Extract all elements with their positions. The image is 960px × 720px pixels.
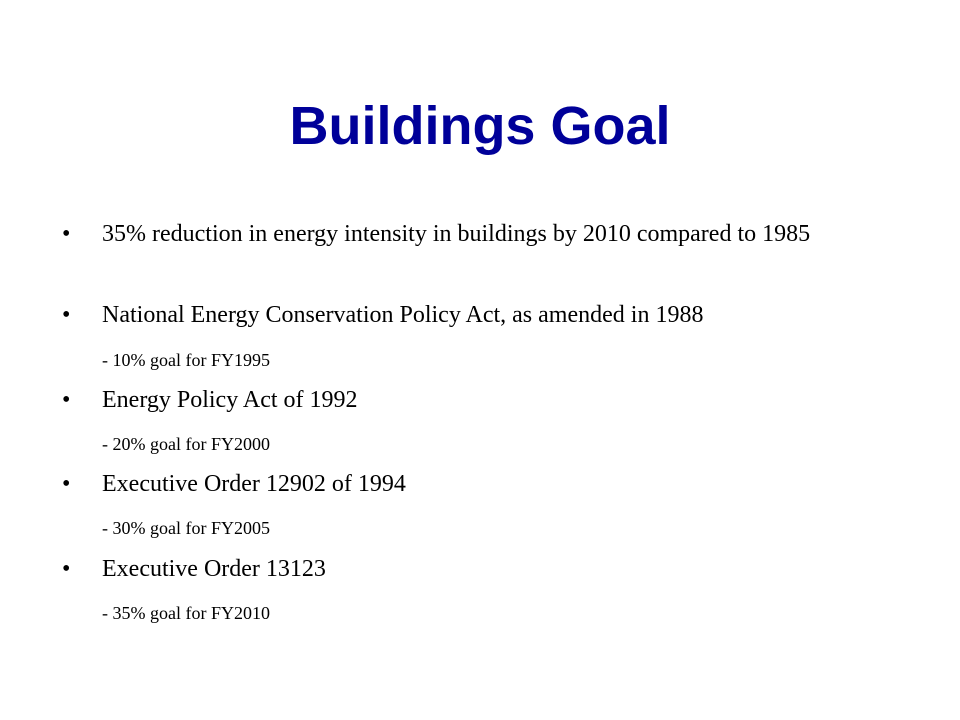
bullet-item (62, 218, 892, 250)
bullet-item (62, 553, 892, 585)
sub-bullet: - 30% goal for FY2005 (102, 518, 270, 538)
bullet-dot-icon: • (62, 556, 71, 582)
sub-bullet: - 35% goal for FY2010 (102, 603, 270, 623)
slide-title: Buildings Goal (289, 96, 671, 156)
sub-bullet: - 20% goal for FY2000 (102, 434, 270, 454)
bullet-dot-icon: • (62, 387, 71, 413)
sub-bullet: - 10% goal for FY1995 (102, 350, 270, 370)
bullet-item (62, 384, 892, 416)
bullet-item (62, 468, 892, 500)
bullet-text: Executive Order 12902 of 1994 (102, 471, 406, 497)
bullet-text: 35% reduction in energy intensity in buildings by 2010 compared to 1985 (102, 221, 811, 247)
bullet-text: Energy Policy Act of 1992 (102, 387, 358, 413)
bullet-dot-icon: • (62, 302, 71, 328)
bullet-dot-icon: • (62, 221, 71, 247)
bullet-dot-icon: • (62, 471, 71, 497)
bullet-item (62, 299, 892, 331)
bullet-text: Executive Order 13123 (102, 556, 326, 582)
bullet-text: National Energy Conservation Policy Act, as amended in 1988 (102, 302, 704, 328)
